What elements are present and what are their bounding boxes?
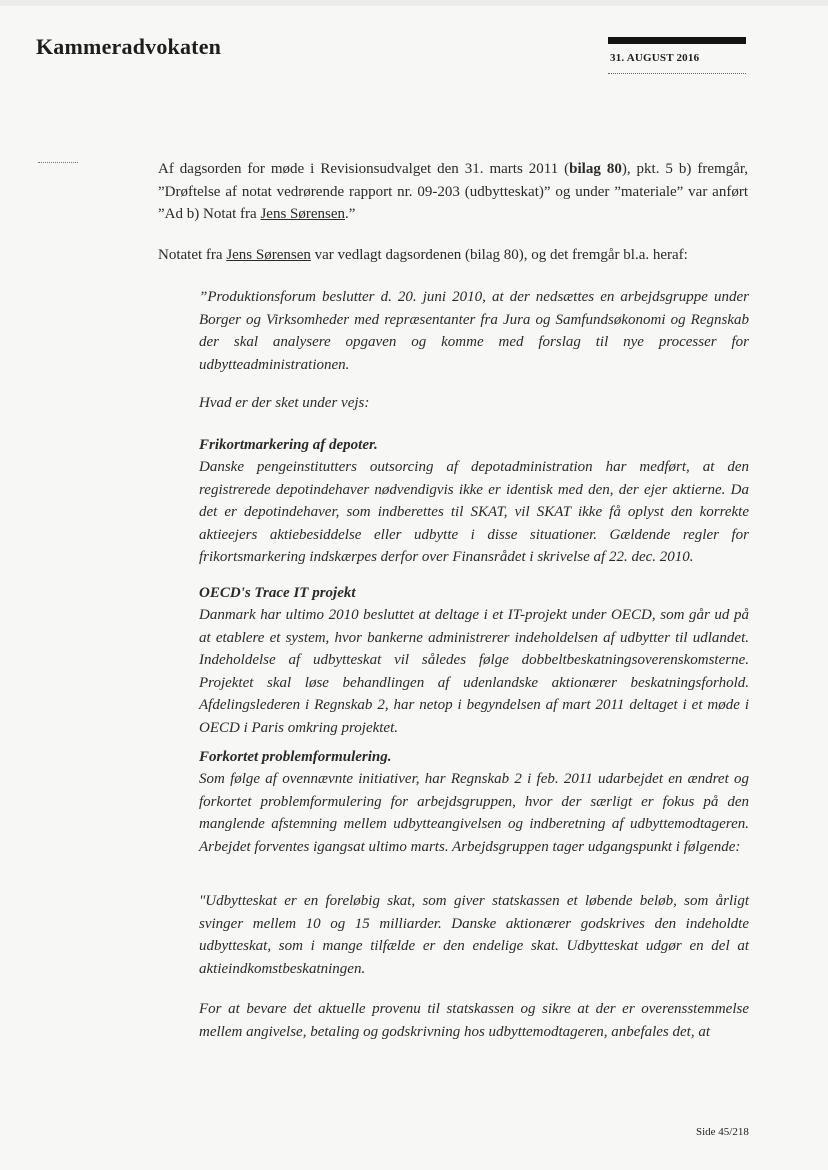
intro-text: Af dagsorden for møde i Revisionsudvalget den 31. marts 2011 (: [158, 161, 570, 177]
logo: Kammeradvokaten: [36, 34, 222, 59]
intro-text: ), pkt. 5 b) fremgår, ”Drøftelse af notat vedrørende rapport nr. 09-203 (udbytteskat)” og under ”materiale” var anført ”Ad b) Notat fra: [158, 161, 748, 222]
intro-paragraph-1: [158, 158, 748, 226]
date-divider: [608, 73, 746, 74]
header-bar: [608, 37, 746, 44]
section-heading: Forkortet problemformulering.: [199, 749, 392, 765]
intro-text: Notatet fra: [158, 247, 227, 263]
page-edge: [0, 0, 828, 6]
page-number: Side 45/218: [696, 1126, 749, 1138]
quote-paragraph: "Udbytteskat er en foreløbig skat, som giver statskassen et løbende beløb, som årligt svinger mellem 10 og 15 milliarder. Danske aktionærer godskrives den indeholdte udbytteskat, som i mange tilfælde er den endelige skat. Udbytteskat udgør en del at aktieindkomstbeskatningen.: [199, 893, 749, 977]
person-link[interactable]: Jens Sørensen: [260, 206, 346, 222]
intro-paragraph-2: [158, 244, 748, 267]
quote-paragraph: ”Produktionsforum beslutter d. 20. juni 2010, at der nedsættes en arbejdsgruppe under Borger og Virksomheder med repræsentanter fra Jura og Samfundsøkonomi og Regnskab der skal analysere opgaven og komme med forslag til nye processer for udbytteadministrationen.: [199, 289, 749, 373]
intro-text: var vedlagt dagsordenen (bilag 80), og det fremgår bl.a. heraf:: [310, 247, 688, 263]
quote-paragraph: For at bevare det aktuelle provenu til statskassen og sikre at der er overensstemmelse mellem angivelse, betaling og godskrivning hos udbyttemodtageren, anbefales det, at: [199, 1001, 749, 1040]
section-heading: OECD's Trace IT projekt: [199, 585, 356, 601]
person-link[interactable]: Jens Sørensen: [226, 247, 311, 263]
quote-paragraph: Danmark har ultimo 2010 besluttet at deltage i et IT-projekt under OECD, som går ud på at etablere et system, hvor bankerne administrerer indeholdelsen af udbytter til udlandet. Indeholdelse af udbytteskat vil således følge dobbeltbeskatningsoverenskomsterne. Projektet skal løse behandlingen af udenlandske aktionærer beskatningsforhold. Afdelingslederen i Regnskab 2, har netop i begyndelsen af mart 2011 deltaget i et møde i OECD i Paris omkring projektet.: [199, 607, 749, 736]
document-date: 31. AUGUST 2016: [610, 52, 700, 64]
bilag-reference: bilag 80: [569, 161, 622, 177]
quote-paragraph: Hvad er der sket under vejs:: [199, 395, 370, 411]
intro-text: .”: [345, 206, 356, 222]
section-heading: Frikortmarkering af depoter.: [199, 437, 378, 453]
margin-marker: [38, 162, 78, 163]
quote-paragraph: Som følge af ovennævnte initiativer, har Regnskab 2 i feb. 2011 udarbejdet en ændret og forkortet problemformulering for arbejdsgruppen, hvor der særligt er fokus på den manglende afstemning mellem udbytteangivelsen og indberetning af udbyttemodtageren. Arbejdet forventes igangsat ultimo marts. Arbejdsgruppen tager udgangspunkt i følgende:: [199, 771, 749, 855]
quote-paragraph: Danske pengeinstitutters outsorcing af depotadministration har medført, at den registrerede depotindehaver nødvendigvis ikke er identisk med den, der ejer aktierne. Da det er depotindehaver, som indberettes til SKAT, vil SKAT ikke få oplyst den korrekte aktieejers aktiebesiddelse eller udbytte i disse situationer. Gældende regler for frikortsmarkering indskærpes derfor over Finansrådet i skrivelse af 22. dec. 2010.: [199, 459, 749, 565]
